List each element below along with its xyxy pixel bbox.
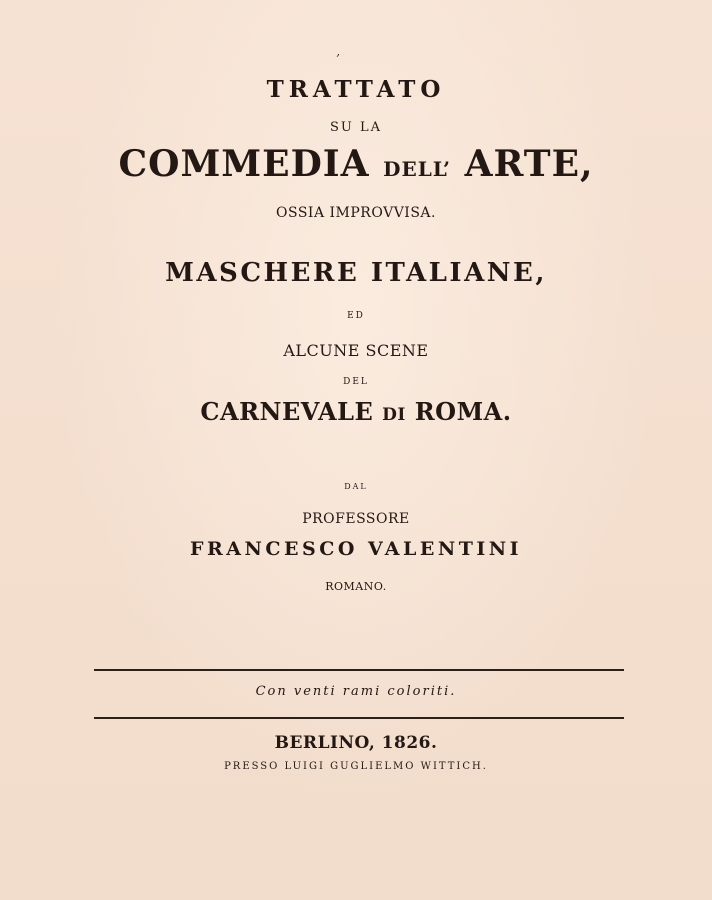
title-commedia-word: COMMEDIA (118, 143, 370, 185)
title-alcune-scene: ALCUNE SCENE (283, 341, 429, 360)
title-dell-word: DELL’ (383, 157, 452, 181)
title-trattato: TRATTATO (266, 76, 446, 103)
author-title: PROFESSORE (302, 511, 410, 527)
imprint-place-year: BERLINO, 1826. (274, 733, 438, 753)
title-carnevale-di-roma (0, 397, 712, 426)
conjunction-ed: ED (347, 311, 365, 321)
title-roma-word: ROMA. (414, 397, 512, 426)
title-commedia-dell-arte (0, 143, 712, 185)
title-su-la: SU LA (329, 120, 382, 135)
title-di-word: DI (382, 405, 406, 425)
preposition-del: DEL (343, 377, 369, 387)
divider-rule-top (94, 669, 624, 671)
divider-rule-bottom (94, 717, 624, 719)
stray-mark: ’ (336, 52, 340, 66)
author-name: FRANCESCO VALENTINI (190, 538, 522, 560)
title-maschere-italiane: MASCHERE ITALIANE, (165, 258, 547, 288)
subtitle-ossia-improvvisa: OSSIA IMPROVVISA. (276, 205, 436, 221)
author-origin: ROMANO. (325, 580, 387, 593)
imprint-publisher: PRESSO LUIGI GUGLIELMO WITTICH. (224, 761, 488, 772)
preposition-dal: DAL (344, 482, 368, 491)
title-carnevale-word: CARNEVALE (200, 397, 374, 426)
title-arte-word: ARTE, (464, 143, 594, 185)
illustrations-note: Con venti rami coloriti. (255, 684, 457, 699)
